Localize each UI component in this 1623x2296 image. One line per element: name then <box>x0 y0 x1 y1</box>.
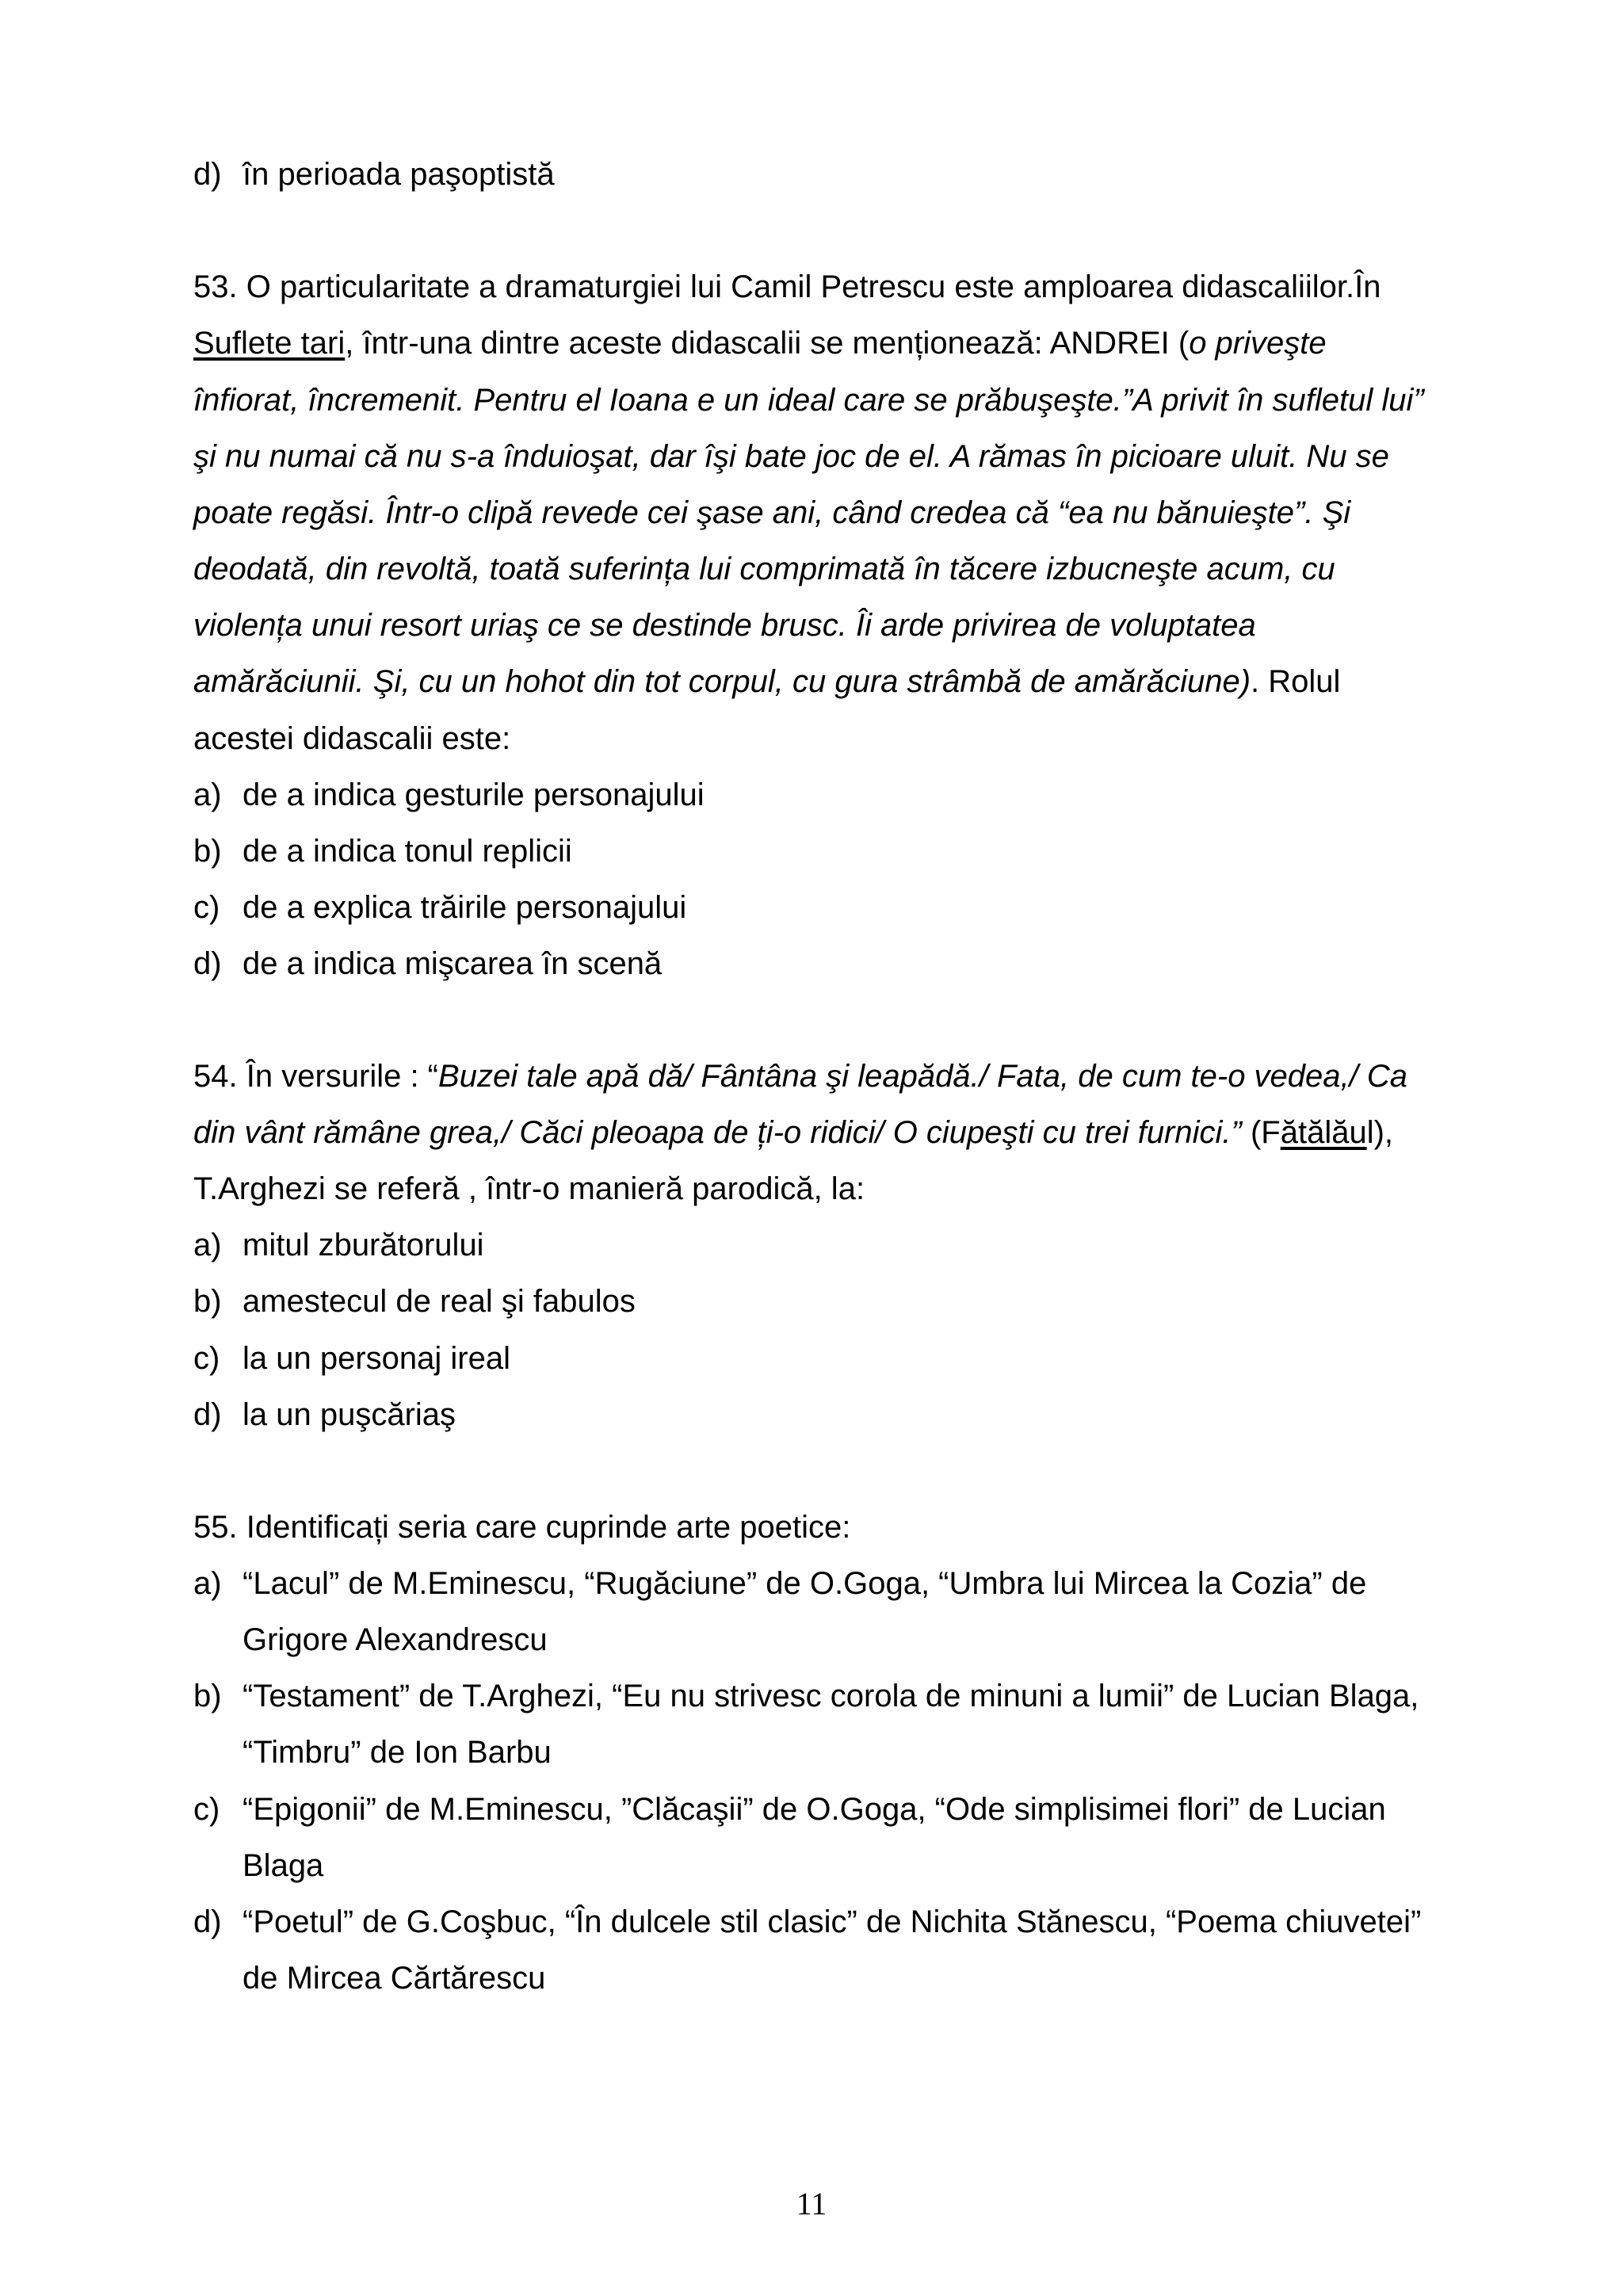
option-d-previous <box>193 155 555 193</box>
option-letter: a) <box>193 777 222 812</box>
option-letter: d) <box>193 946 222 981</box>
option-letter: c) <box>193 1792 220 1827</box>
q53-line-4: şi nu numai că nu s-a înduioşat, dar îşi bate joc de el. A rămas în picioare uluit. Nu se <box>193 439 1389 474</box>
q54-line-1: 54. În versurile : “Buzei tale apă dă/ Fântâna şi leapădă./ Fata, de cum te-o vedea,/ Ca <box>193 1059 1408 1094</box>
q55-option-d-cont: de Mircea Cărtărescu <box>242 1961 546 1996</box>
q54-option-c <box>193 1339 510 1377</box>
option-text: de a indica tonul replicii <box>242 834 572 869</box>
q53-option-d <box>193 945 662 983</box>
q53-line-6: deodată, din revoltă, toată suferința lui comprimată în tăcere izbucneşte acum, cu <box>193 552 1335 586</box>
q54-line-2: din vânt rămâne grea,/ Căci pleoapa de ți-o ridici/ O ciupeşti cu trei furnici.” (Fătălăul), <box>193 1115 1394 1150</box>
q53-option-b <box>193 832 572 870</box>
work-title: Fătălăul <box>1261 1115 1374 1150</box>
option-text: “Lacul” de M.Eminescu, “Rugăciune” de O.Goga, “Umbra lui Mircea la Cozia” de <box>242 1566 1367 1601</box>
option-letter: d) <box>193 1904 222 1939</box>
q55-stem: 55. Identificați seria care cuprinde arte poetice: <box>193 1510 851 1545</box>
q55-option-c <box>193 1790 1386 1828</box>
option-text: în perioada paşoptistă <box>242 157 555 192</box>
work-title: Suflete tari <box>193 326 346 361</box>
option-text: la un personaj ireal <box>242 1341 510 1376</box>
option-letter: d) <box>193 1397 222 1432</box>
q53-line-9: acestei didascalii este: <box>193 721 511 756</box>
option-letter: a) <box>193 1228 222 1263</box>
q55-option-d <box>193 1903 1421 1941</box>
option-letter: d) <box>193 157 222 192</box>
q53-line-8: amărăciunii. Şi, cu un hohot din tot corpul, cu gura strâmbă de amărăciune). Rolul <box>193 664 1341 699</box>
option-letter: b) <box>193 834 222 869</box>
option-letter: b) <box>193 1284 222 1319</box>
option-letter: c) <box>193 890 220 925</box>
q53-option-c <box>193 888 686 926</box>
option-text: amestecul de real şi fabulos <box>242 1284 636 1319</box>
option-text: la un puşcăriaş <box>242 1397 456 1432</box>
option-letter: b) <box>193 1679 222 1713</box>
q53-line-7: violența unui resort uriaş ce se destinde brusc. Îi arde privirea de voluptatea <box>193 608 1256 643</box>
q54-option-b <box>193 1282 636 1320</box>
option-text: “Epigonii” de M.Eminescu, ”Clăcaşii” de O.Goga, “Ode simplisimei flori” de Lucian <box>242 1792 1386 1827</box>
q55-option-a <box>193 1564 1366 1603</box>
option-letter: c) <box>193 1341 220 1376</box>
q54-option-a <box>193 1226 484 1264</box>
q55-option-a-cont: Grigore Alexandrescu <box>242 1622 548 1657</box>
option-letter: a) <box>193 1566 222 1601</box>
q55-option-b-cont: “Timbru” de Ion Barbu <box>242 1735 552 1770</box>
q54-option-d <box>193 1396 456 1434</box>
option-text: “Testament” de T.Arghezi, “Eu nu strivesc corola de minuni a lumii” de Lucian Blaga, <box>242 1679 1419 1713</box>
option-text: mitul zburătorului <box>242 1228 484 1263</box>
option-text: de a indica gesturile personajului <box>242 777 705 812</box>
option-text: de a explica trăirile personajului <box>242 890 687 925</box>
page-number: 11 <box>796 2186 827 2222</box>
q55-option-b <box>193 1677 1419 1715</box>
q55-option-c-cont: Blaga <box>242 1848 324 1883</box>
q53-line-5: poate regăsi. Într-o clipă revede cei şase ani, când credea că “ea nu bănuieşte”. Şi <box>193 495 1351 530</box>
q53-option-a <box>193 776 705 814</box>
q53-line-3: înfiorat, încremenit. Pentru el Ioana e un ideal care se prăbuşeşte.”A privit în sufletul lui” <box>193 383 1424 418</box>
option-text: “Poetul” de G.Coşbuc, “În dulcele stil clasic” de Nichita Stănescu, “Poema chiuvetei” <box>242 1904 1422 1939</box>
q54-line-3: T.Arghezi se referă , într-o manieră parodică, la: <box>193 1171 865 1206</box>
q53-line-1: 53. O particularitate a dramaturgiei lui Camil Petrescu este amploarea didascaliilor.În <box>193 269 1381 304</box>
q53-line-2: Suflete tari, într-una dintre aceste didascalii se menționează: ANDREI (o priveşte <box>193 326 1327 361</box>
option-text: de a indica mişcarea în scenă <box>242 946 663 981</box>
